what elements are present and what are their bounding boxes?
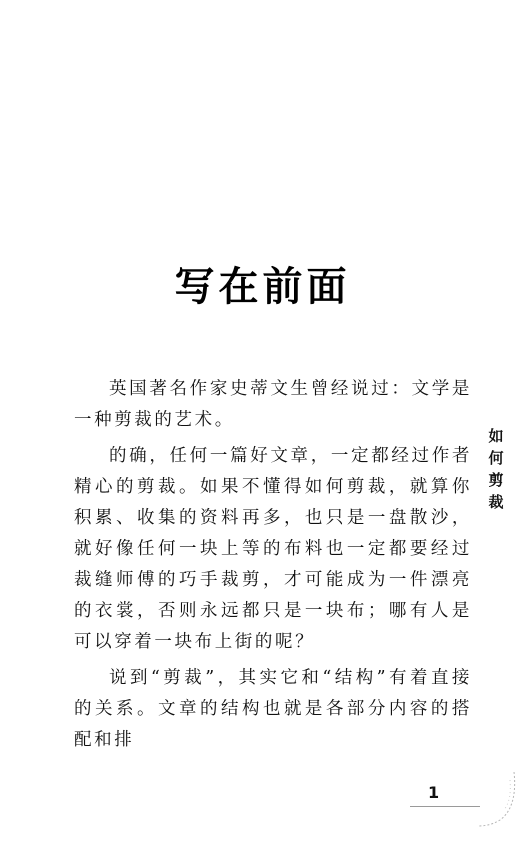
page-number: 1 (428, 783, 440, 802)
page-curl-decoration (470, 770, 520, 830)
side-section-tab (486, 425, 506, 513)
side-tab-char: 裁 (488, 493, 504, 511)
paragraph: 说到“剪裁”，其实它和“结构”有着直接的关系。文章的结构也就是各部分内容的搭配和排 (74, 668, 472, 750)
paragraph: 的确，任何一篇好文章，一定都经过作者精心的剪裁。如果不懂得如何剪裁，就算你积累、收集的资料再多，也只是一盘散沙，就好像任何一块上等的布料也一定都要经过裁缝师傅的巧手裁剪，才可能成为一件漂亮的衣裳，否则永远都只是一块布；哪有人是可以穿着一块布上街的呢？ (74, 446, 472, 652)
side-tab-char: 何 (488, 449, 504, 467)
paragraph: 英国著名作家史蒂文生曾经说过：文学是一种剪裁的艺术。 (74, 379, 472, 430)
body-text (74, 374, 472, 756)
page-title: 写在前面 (174, 263, 351, 310)
side-tab-char: 如 (488, 427, 504, 445)
side-tab-char: 剪 (488, 471, 504, 489)
